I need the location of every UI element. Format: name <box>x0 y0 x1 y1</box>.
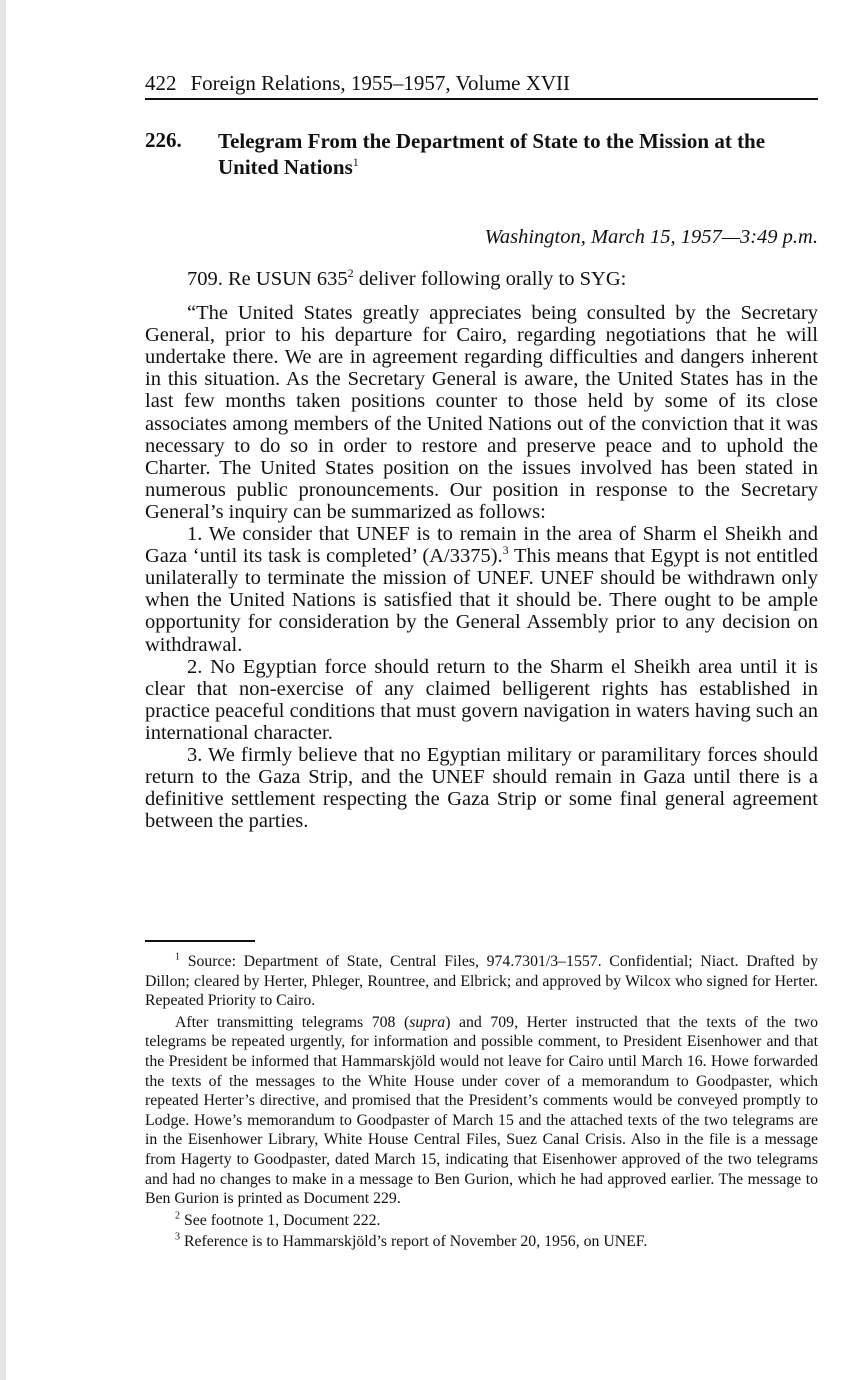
telegram-body <box>145 268 818 832</box>
paragraph-intro: “The United States greatly appreciates being consulted by the Secretary General, prior to his departure for Cairo, regarding negotiations that he will undertake there. We are in agreement regarding difficulties and dangers inherent in this situation. As the Secretary General is aware, the United States has in the last few months taken positions counter to those held by some of its close associates among members of the United Nations out of the conviction that it was necessary to do so in order to restore and preserve peace and to uphold the Charter. The United States position on the issues involved has been stated in numerous public pronouncements. Our position in response to the Secretary General’s inquiry can be summarized as follows: <box>145 302 818 523</box>
footnote-2-text: See footnote 1, Document 222. <box>180 1211 381 1229</box>
running-header <box>145 70 818 100</box>
footnote-3-marker: 3 <box>175 1232 180 1244</box>
footnote-2 <box>145 1211 818 1231</box>
page-edge <box>0 0 6 1380</box>
footnote-ref-1: 1 <box>352 155 359 169</box>
opening-text: 709. Re USUN 635 <box>187 268 348 290</box>
footnote-3 <box>145 1232 818 1252</box>
point-1-text-cont: This means that Egypt is not entitled unilaterally to terminate the mission of UNEF. UNEF should be withdrawn only when the United Nations is satisfied that it should be. There ought to be ample opportunity for consideration by the General Assembly prior to any decision on withdrawal. <box>145 545 818 656</box>
paragraph-point-3: 3. We firmly believe that no Egyptian military or paramilitary forces should return to the Gaza Strip, and the UNEF should remain in Gaza until there is a definitive settlement respecting the Gaza Strip or some final general agreement between the parties. <box>145 743 818 833</box>
opening-line <box>145 268 818 290</box>
document-title-text: Telegram From the Department of State to the Mission at the United Nations <box>218 129 766 179</box>
footnote-1-cont-italic: supra <box>409 1013 446 1031</box>
footnote-1 <box>145 952 818 1011</box>
running-title: Foreign Relations, 1955–1957, Volume XVII <box>190 71 571 95</box>
footnote-1-marker: 1 <box>175 951 180 963</box>
footnote-ref-3: 3 <box>502 543 509 558</box>
footnote-1-cont-text: After transmitting telegrams 708 ( <box>175 1013 410 1031</box>
paragraph-point-1 <box>145 523 818 656</box>
footnote-1-cont-text-after: ) and 709, Herter instructed that the texts of the two telegrams be repeated urgently, for information and possible comment, to President Eisenhower and that the President be informed that Hammarskjöld would not leave for Cairo until March 16. Howe forwarded the texts of the messages to the White House under cover of a memorandum to Goodpaster, which repeated Herter’s directive, and promised that the President’s comments would be conveyed promptly to Lodge. Howe’s memorandum to Goodpaster of March 15 and the attached texts of the two telegrams are in the Eisenhower Library, White House Central Files, Suez Canal Crisis. Also in the file is a message from Hagerty to Goodpaster, dated March 15, indicating that Eisenhower approved of the two telegrams and had no changes to make in a message to Ben Gurion, which he had approved earlier. The message to Ben Gurion is printed as Document 229. <box>145 1013 818 1208</box>
footnote-rule <box>145 940 255 942</box>
opening-text-cont: deliver following orally to SYG: <box>353 268 627 290</box>
footnote-1-continued <box>145 1013 818 1209</box>
footnotes <box>145 952 818 1254</box>
point-1-text: 1. We consider that UNEF is to remain in the area of Sharm el Sheikh and Gaza ‘until its task is completed’ (A/3375). <box>145 523 818 568</box>
paragraph-point-2: 2. No Egyptian force should return to the Sharm el Sheikh area until it is clear that non-exercise of any claimed belligerent rights has established in practice peaceful conditions that must govern navigation in waters having such an international character. <box>145 655 818 744</box>
page-number: 422 <box>145 71 177 95</box>
document-title <box>218 128 818 180</box>
document-number: 226. <box>145 128 182 152</box>
footnote-ref-2: 2 <box>347 266 354 281</box>
footnote-2-marker: 2 <box>175 1210 180 1222</box>
footnote-1-text: Source: Department of State, Central Files, 974.7301/3–1557. Confidential; Niact. Drafted by Dillon; cleared by Herter, Phleger, Rountree, and Elbrick; and approved by Wilcox who signed for Herter. Repeated Priority to Cairo. <box>145 953 818 1010</box>
footnote-3-text: Reference is to Hammarskjöld’s report of November 20, 1956, on UNEF. <box>180 1233 648 1251</box>
dateline: Washington, March 15, 1957—3:49 p.m. <box>484 226 818 248</box>
